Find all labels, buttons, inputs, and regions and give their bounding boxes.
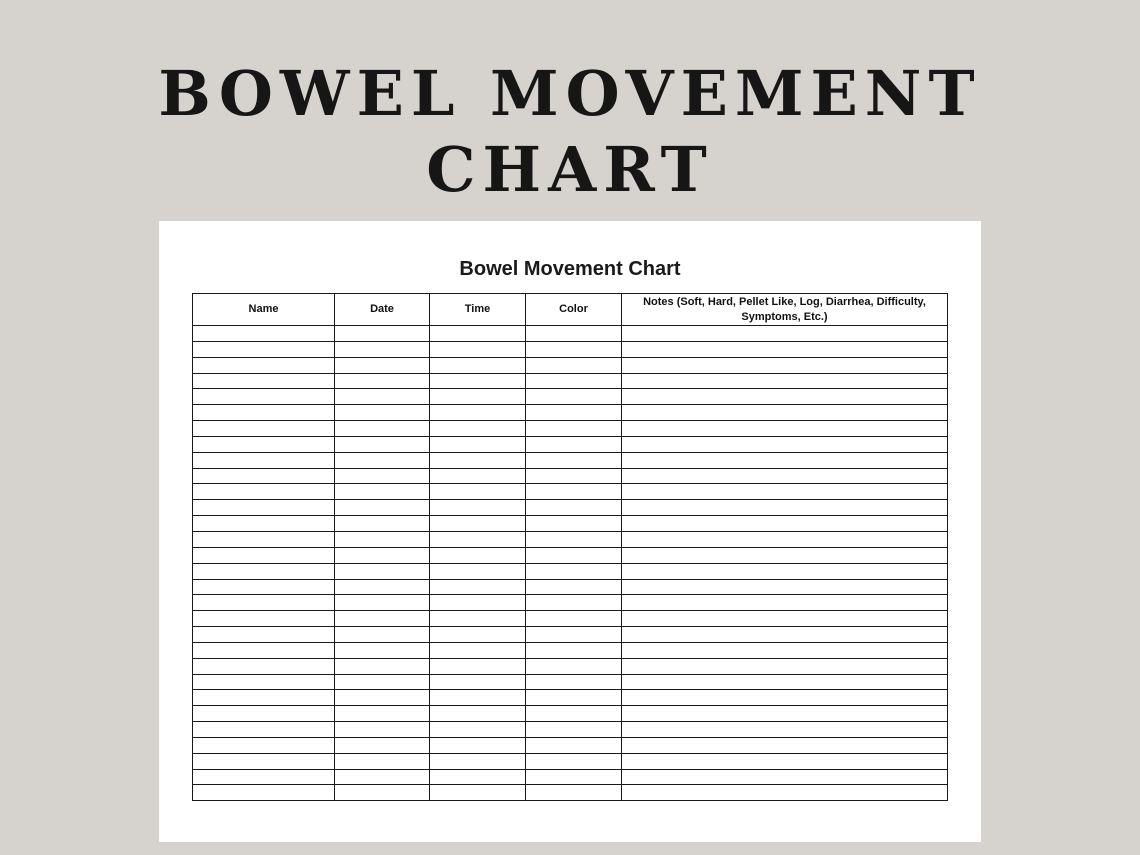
cell-name — [193, 421, 335, 437]
cell-name — [193, 658, 335, 674]
cell-color — [526, 769, 622, 785]
cell-name — [193, 389, 335, 405]
cell-name — [193, 531, 335, 547]
column-header-date: Date — [335, 294, 430, 326]
table-row — [193, 547, 948, 563]
cell-color — [526, 579, 622, 595]
table-row — [193, 468, 948, 484]
cell-time — [430, 690, 526, 706]
table-row — [193, 753, 948, 769]
cell-color — [526, 373, 622, 389]
table-row — [193, 706, 948, 722]
table-row — [193, 500, 948, 516]
cell-color — [526, 500, 622, 516]
table-row — [193, 658, 948, 674]
cell-date — [335, 452, 430, 468]
cell-time — [430, 737, 526, 753]
cell-notes — [622, 595, 948, 611]
cell-color — [526, 722, 622, 738]
cell-time — [430, 326, 526, 342]
cell-notes — [622, 737, 948, 753]
cell-time — [430, 468, 526, 484]
column-header-time: Time — [430, 294, 526, 326]
table-row — [193, 341, 948, 357]
cell-date — [335, 531, 430, 547]
table-body — [193, 326, 948, 801]
cell-date — [335, 421, 430, 437]
cell-date — [335, 468, 430, 484]
cell-color — [526, 405, 622, 421]
cell-color — [526, 611, 622, 627]
cell-color — [526, 563, 622, 579]
cell-notes — [622, 468, 948, 484]
cell-color — [526, 516, 622, 532]
cell-name — [193, 611, 335, 627]
cell-time — [430, 785, 526, 801]
cell-color — [526, 452, 622, 468]
cell-notes — [622, 341, 948, 357]
cell-notes — [622, 722, 948, 738]
table-row — [193, 405, 948, 421]
cell-name — [193, 753, 335, 769]
cell-name — [193, 563, 335, 579]
cell-time — [430, 563, 526, 579]
bowel-log-table — [192, 293, 948, 801]
table-row — [193, 642, 948, 658]
cell-name — [193, 405, 335, 421]
cell-color — [526, 357, 622, 373]
cell-date — [335, 737, 430, 753]
cell-date — [335, 326, 430, 342]
cell-name — [193, 341, 335, 357]
cell-date — [335, 500, 430, 516]
cell-time — [430, 579, 526, 595]
cell-time — [430, 658, 526, 674]
page-title-line-1: BOWEL MOVEMENT — [158, 57, 982, 130]
cell-notes — [622, 389, 948, 405]
cell-color — [526, 753, 622, 769]
printable-sheet — [159, 221, 981, 842]
cell-name — [193, 326, 335, 342]
cell-notes — [622, 753, 948, 769]
column-header-name: Name — [193, 294, 335, 326]
cell-date — [335, 405, 430, 421]
cell-notes — [622, 500, 948, 516]
cell-color — [526, 547, 622, 563]
cell-color — [526, 468, 622, 484]
cell-name — [193, 642, 335, 658]
table-row — [193, 484, 948, 500]
table-row — [193, 452, 948, 468]
cell-name — [193, 373, 335, 389]
cell-time — [430, 674, 526, 690]
cell-date — [335, 611, 430, 627]
cell-notes — [622, 627, 948, 643]
cell-color — [526, 341, 622, 357]
cell-date — [335, 658, 430, 674]
cell-date — [335, 690, 430, 706]
cell-date — [335, 389, 430, 405]
cell-date — [335, 341, 430, 357]
cell-name — [193, 500, 335, 516]
cell-notes — [622, 611, 948, 627]
table-row — [193, 436, 948, 452]
cell-time — [430, 357, 526, 373]
cell-date — [335, 674, 430, 690]
cell-notes — [622, 769, 948, 785]
cell-name — [193, 436, 335, 452]
cell-notes — [622, 357, 948, 373]
cell-time — [430, 421, 526, 437]
table-row — [193, 627, 948, 643]
cell-color — [526, 595, 622, 611]
cell-time — [430, 531, 526, 547]
sheet-title: Bowel Movement Chart — [459, 258, 681, 280]
cell-name — [193, 516, 335, 532]
table-row — [193, 421, 948, 437]
cell-name — [193, 674, 335, 690]
cell-color — [526, 389, 622, 405]
table-row — [193, 563, 948, 579]
cell-date — [335, 753, 430, 769]
cell-color — [526, 737, 622, 753]
cell-notes — [622, 547, 948, 563]
cell-notes — [622, 373, 948, 389]
cell-name — [193, 357, 335, 373]
cell-time — [430, 452, 526, 468]
cell-name — [193, 785, 335, 801]
cell-time — [430, 753, 526, 769]
table-row — [193, 674, 948, 690]
table-row — [193, 516, 948, 532]
cell-color — [526, 690, 622, 706]
table-row — [193, 611, 948, 627]
column-header-color: Color — [526, 294, 622, 326]
cell-notes — [622, 658, 948, 674]
cell-color — [526, 326, 622, 342]
cell-notes — [622, 436, 948, 452]
cell-time — [430, 769, 526, 785]
page-title-line-2: CHART — [426, 133, 714, 206]
cell-name — [193, 579, 335, 595]
cell-color — [526, 627, 622, 643]
cell-time — [430, 436, 526, 452]
cell-name — [193, 722, 335, 738]
cell-name — [193, 690, 335, 706]
cell-name — [193, 769, 335, 785]
cell-notes — [622, 674, 948, 690]
cell-notes — [622, 690, 948, 706]
cell-date — [335, 563, 430, 579]
table-row — [193, 737, 948, 753]
cell-time — [430, 706, 526, 722]
table-row — [193, 389, 948, 405]
cell-time — [430, 547, 526, 563]
cell-name — [193, 595, 335, 611]
cell-notes — [622, 531, 948, 547]
cell-color — [526, 436, 622, 452]
cell-time — [430, 341, 526, 357]
cell-name — [193, 452, 335, 468]
cell-date — [335, 627, 430, 643]
cell-color — [526, 642, 622, 658]
cell-time — [430, 595, 526, 611]
cell-time — [430, 516, 526, 532]
cell-time — [430, 642, 526, 658]
cell-date — [335, 769, 430, 785]
cell-name — [193, 468, 335, 484]
cell-notes — [622, 452, 948, 468]
page-title — [0, 56, 1140, 208]
cell-color — [526, 674, 622, 690]
cell-time — [430, 627, 526, 643]
cell-time — [430, 484, 526, 500]
table-header-row — [193, 294, 948, 326]
cell-date — [335, 547, 430, 563]
cell-date — [335, 373, 430, 389]
cell-notes — [622, 563, 948, 579]
table-row — [193, 722, 948, 738]
cell-date — [335, 436, 430, 452]
table-row — [193, 595, 948, 611]
cell-name — [193, 627, 335, 643]
cell-name — [193, 484, 335, 500]
table-row — [193, 579, 948, 595]
cell-notes — [622, 579, 948, 595]
cell-date — [335, 785, 430, 801]
cell-date — [335, 484, 430, 500]
cell-notes — [622, 484, 948, 500]
cell-color — [526, 484, 622, 500]
cell-notes — [622, 785, 948, 801]
table-row — [193, 785, 948, 801]
table-row — [193, 769, 948, 785]
table-row — [193, 357, 948, 373]
cell-time — [430, 500, 526, 516]
cell-date — [335, 357, 430, 373]
cell-time — [430, 389, 526, 405]
cell-name — [193, 737, 335, 753]
cell-notes — [622, 326, 948, 342]
table-row — [193, 531, 948, 547]
cell-notes — [622, 421, 948, 437]
cell-name — [193, 706, 335, 722]
table-row — [193, 326, 948, 342]
cell-notes — [622, 405, 948, 421]
cell-color — [526, 658, 622, 674]
cell-color — [526, 421, 622, 437]
cell-date — [335, 516, 430, 532]
cell-date — [335, 706, 430, 722]
table-row — [193, 690, 948, 706]
cell-color — [526, 706, 622, 722]
cell-color — [526, 531, 622, 547]
column-header-notes: Notes (Soft, Hard, Pellet Like, Log, Diarrhea, Difficulty, Symptoms, Etc.) — [622, 294, 948, 326]
cell-date — [335, 579, 430, 595]
cell-date — [335, 595, 430, 611]
cell-name — [193, 547, 335, 563]
cell-notes — [622, 516, 948, 532]
table-row — [193, 373, 948, 389]
cell-date — [335, 642, 430, 658]
cell-time — [430, 611, 526, 627]
cell-time — [430, 722, 526, 738]
cell-date — [335, 722, 430, 738]
cell-notes — [622, 706, 948, 722]
cell-color — [526, 785, 622, 801]
cell-notes — [622, 642, 948, 658]
cell-time — [430, 405, 526, 421]
cell-time — [430, 373, 526, 389]
